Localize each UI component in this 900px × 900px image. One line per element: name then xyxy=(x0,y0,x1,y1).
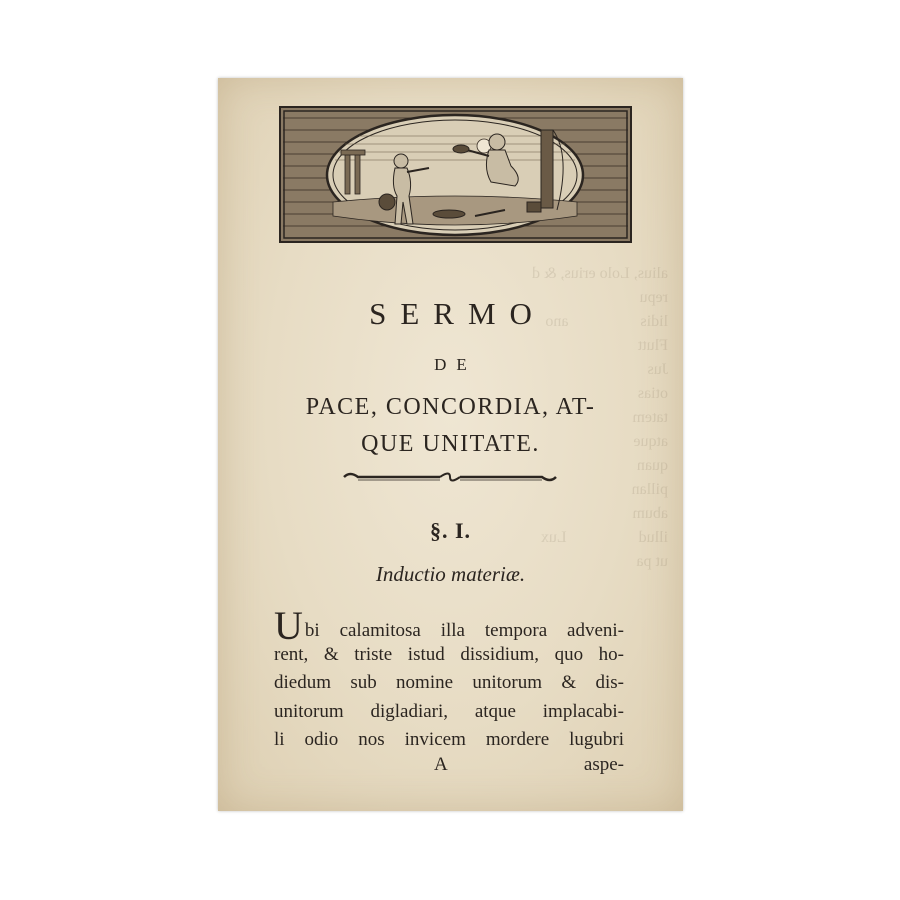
page-footer xyxy=(274,754,624,782)
body-line: rent, & triste istud dissidium, quo ho- xyxy=(274,643,624,665)
title-line-1: SERMO xyxy=(369,296,546,331)
body-line: li odio nos invicem mordere lugubri xyxy=(274,729,624,750)
drop-capital: U xyxy=(274,603,303,648)
ornamental-rule-icon xyxy=(340,470,560,484)
signature-mark: A xyxy=(434,754,448,775)
title-line-4: QUE UNITATE. xyxy=(361,431,540,457)
catchword: aspe- xyxy=(583,754,624,775)
woodcut-cherubs-vignette-icon xyxy=(279,106,632,243)
body-line-text: bi calamitosa illa tempora adveni- xyxy=(304,620,624,641)
body-line xyxy=(274,603,624,648)
show-through-text: alius, Lolo erius, & d repu lidis ano Flutt Jus otias tatem atque quan pillan abum illud Lux ut pa xyxy=(532,265,668,570)
body-line: unitorum digladiari, atque implacabi- xyxy=(274,700,624,722)
section-number: §. I. xyxy=(429,518,472,543)
body-line: diedum sub nomine unitorum & dis- xyxy=(274,672,624,693)
title-line-2: DE xyxy=(434,355,477,374)
body-paragraph xyxy=(274,603,624,755)
title-line-3: PACE, CONCORDIA, AT- xyxy=(305,394,596,420)
section-heading: Inductio materiæ. xyxy=(375,562,526,586)
book-page xyxy=(218,78,683,811)
